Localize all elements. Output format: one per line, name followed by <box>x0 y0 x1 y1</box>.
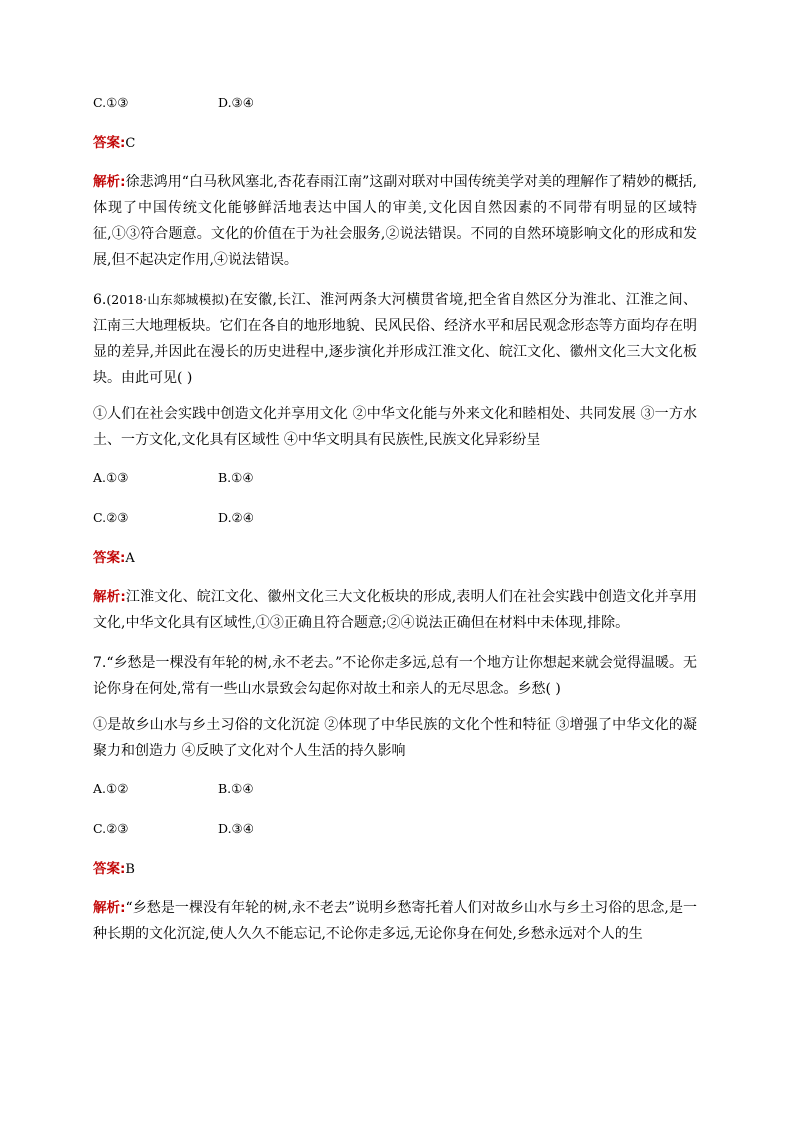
q7-statements: ①是故乡山水与乡土习俗的文化沉淀 ②体现了中华民族的文化个性和特征 ③增强了中华文化的凝聚力和创造力 ④反映了文化对个人生活的持久影响 <box>93 717 697 759</box>
q5-options-row-2 <box>93 88 697 118</box>
answer-label: 答案: <box>93 135 126 151</box>
q6-analysis <box>93 584 697 636</box>
q6-option-a: A.①③ <box>93 470 129 485</box>
analysis-text: 江淮文化、皖江文化、徽州文化三大文化板块的形成,表明人们在社会实践中创造文化并享用文化,中华文化具有区域性,①③正确且符合题意;②④说法正确但在材料中未体现,排除。 <box>93 589 697 631</box>
q5-analysis <box>93 169 697 273</box>
analysis-label: 解析: <box>93 589 126 605</box>
question-source: (2018·山东郯城模拟) <box>106 292 230 307</box>
analysis-text: 徐悲鸿用“白马秋风塞北,杏花春雨江南”这副对联对中国传统美学对美的理解作了精妙的概括,体现了中国传统文化能够鲜活地表达中国人的审美,文化因自然因素的不同带有明显的区域特征,①③符合题意。文化的价值在于为社会服务,②说法错误。不同的自然环境影响文化的形成和发展,但不起决定作用,④说法错误。 <box>93 174 697 268</box>
q6-option-c: C.②③ <box>93 510 129 525</box>
q6-answer <box>93 543 697 574</box>
answer-value: C <box>125 136 136 151</box>
question-number: 6. <box>93 292 107 308</box>
q6-option-b: B.①④ <box>218 470 254 485</box>
q5-answer <box>93 128 697 159</box>
analysis-label: 解析: <box>93 900 126 916</box>
q7-options-row-1 <box>93 774 697 804</box>
q6-options-row-1 <box>93 463 697 493</box>
q5-option-c: C.①③ <box>93 95 129 110</box>
q7-stem <box>93 650 697 702</box>
question-stem: “乡愁是一棵没有年轮的树,永不老去。”不论你走多远,总有一个地方让你想起来就会觉得温暖。无论你身在何处,常有一些山水景致会勾起你对故土和亲人的无尽思念。乡愁( ) <box>93 655 697 697</box>
answer-label: 答案: <box>93 550 126 566</box>
q7-options-row-2 <box>93 814 697 844</box>
q6-statements: ①人们在社会实践中创造文化并享用文化 ②中华文化能与外来文化和睦相处、共同发展 ③一方水土、一方文化,文化具有区域性 ④中华文明具有民族性,民族文化异彩纷呈 <box>93 406 697 448</box>
q5-option-d: D.③④ <box>218 95 254 110</box>
q7-option-b: B.①④ <box>218 781 254 796</box>
analysis-label: 解析: <box>93 174 126 190</box>
answer-value: B <box>125 862 135 877</box>
q6-option-d: D.②④ <box>218 510 254 525</box>
q7-analysis <box>93 895 697 947</box>
q7-answer <box>93 854 697 885</box>
q6-stem <box>93 287 697 391</box>
question-number: 7. <box>93 655 107 671</box>
answer-label: 答案: <box>93 861 126 877</box>
answer-value: A <box>125 551 135 566</box>
q7-option-a: A.①② <box>93 781 129 796</box>
question-stem: 在安徽,长江、淮河两条大河横贯省境,把全省自然区分为淮北、江淮之间、江南三大地理板块。它们在各自的地形地貌、民风民俗、经济水平和居民观念形态等方面均存在明显的差异,并因此在漫长的历史进程中,逐步演化并形成江淮文化、皖江文化、徽州文化三大文化板块。由此可见( ) <box>93 292 697 386</box>
analysis-text: “乡愁是一棵没有年轮的树,永不老去”说明乡愁寄托着人们对故乡山水与乡土习俗的思念,是一种长期的文化沉淀,使人久久不能忘记,不论你走多远,无论你身在何处,乡愁永远对个人的生 <box>93 900 697 942</box>
document-page <box>93 88 697 947</box>
q7-option-c: C.②③ <box>93 821 129 836</box>
q6-options-row-2 <box>93 503 697 533</box>
q7-option-d: D.③④ <box>218 821 254 836</box>
